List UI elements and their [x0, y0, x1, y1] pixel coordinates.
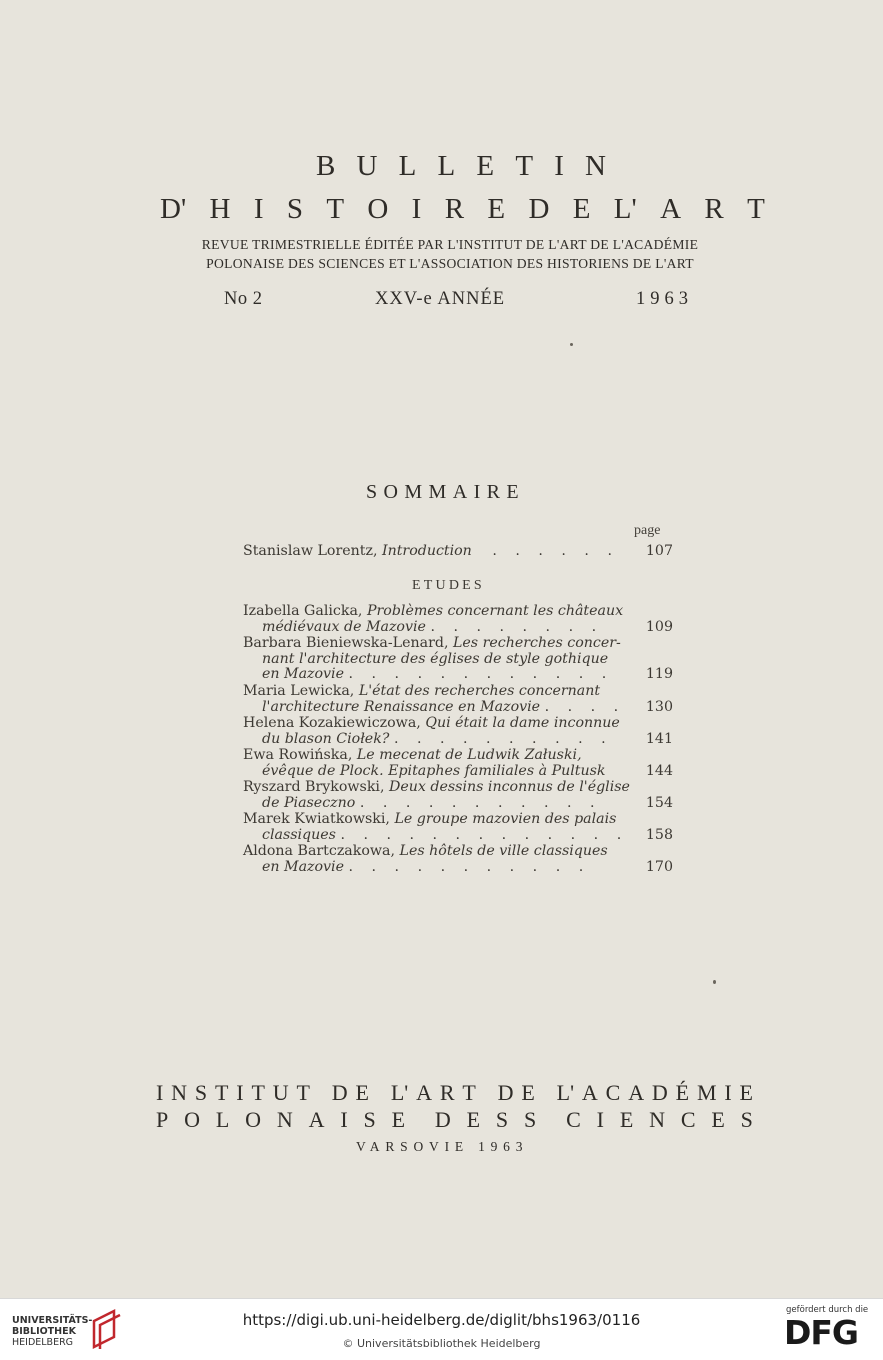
page-number: 170	[645, 858, 673, 875]
subtitle-line2: POLONAISE DES SCIENCES ET L'ASSOCIATION DES HISTORIENS DE L'ART	[206, 256, 694, 271]
publisher-line1: I N S T I T U T D E L' A R T D E L' A C A D É M I E	[156, 1080, 753, 1105]
toc-entry: Barbara Bieniewska-Lenard, Les recherches concer- nant l'architecture des églises de style gothique en Mazovie . . . . . . . . . . . . 119	[243, 635, 673, 683]
toc-entry: Aldona Bartczakowa, Les hôtels de ville classiques en Mazovie . . . . . . . . . . . 170	[243, 843, 673, 875]
library-name: UNIVERSITÄTS- BIBLIOTHEK HEIDELBERG	[12, 1315, 93, 1348]
copyright-text: © Universitätsbibliothek Heidelberg	[342, 1337, 541, 1350]
page-number: 107	[645, 543, 673, 559]
page-number: 119	[645, 666, 673, 683]
page-number: 141	[645, 730, 673, 747]
toc-entry: Izabella Galicka, Problèmes concernant les châteaux médiévaux de Mazovie . . . . . . . . 109	[243, 603, 673, 635]
dfg-logo: DFG	[784, 1313, 859, 1352]
toc-entry: Helena Kozakiewiczowa, Qui était la dame inconnue du blason Ciołek? . . . . . . . . . . 141	[243, 715, 673, 747]
publication-year: 1963	[636, 289, 693, 309]
toc-entry: Ewa Rowińska, Le mecenat de Ludwik Załuski, évêque de Plock. Epitaphes familiales à Pultusk 144	[243, 747, 673, 779]
funded-by-label: gefördert durch die	[786, 1305, 869, 1315]
journal-title-line2: D' H I S T O I R E D E L' A R T	[160, 193, 765, 225]
paper-speck	[570, 343, 573, 346]
page-column-label: page	[634, 523, 661, 538]
toc-entry-intro: Stanislaw Lorentz, Introduction . . . . . . 107	[243, 543, 673, 559]
toc-entry: Ryszard Brykowski, Deux dessins inconnus de l'église de Piaseczno . . . . . . . . . . . 154	[243, 779, 673, 811]
page-number: 144	[645, 762, 673, 779]
journal-title-line1: B U L L E T I N	[316, 150, 606, 182]
page-number: 130	[645, 698, 673, 715]
contents-heading: SOMMAIRE	[366, 481, 525, 503]
issue-number: No 2	[224, 289, 263, 309]
toc-entry: Maria Lewicka, L'état des recherches concernant l'architecture Renaissance en Mazovie . . . . 130	[243, 683, 673, 715]
toc-entry: Marek Kwiatkowski, Le groupe mazovien des palais classiques . . . . . . . . . . . . . 158	[243, 811, 673, 843]
publisher-city-year: VARSOVIE 1963	[356, 1139, 529, 1154]
paper-speck	[713, 980, 716, 984]
page-number: 158	[645, 826, 673, 843]
subtitle-line1: REVUE TRIMESTRIELLE ÉDITÉE PAR L'INSTITUT DE L'ART DE L'ACADÉMIE	[201, 237, 699, 252]
publisher-line2: P O L O N A I S E D E S S C I E N C E S	[156, 1107, 753, 1132]
page-number: 109	[645, 618, 673, 635]
permalink-url[interactable]: https://digi.ub.uni-heidelberg.de/diglit/bhs1963/0116	[242, 1311, 641, 1329]
viewer-footer	[0, 1298, 883, 1360]
volume-year: XXV-e ANNÉE	[375, 289, 506, 309]
section-heading: ETUDES	[412, 578, 485, 593]
page-number: 154	[645, 794, 673, 811]
